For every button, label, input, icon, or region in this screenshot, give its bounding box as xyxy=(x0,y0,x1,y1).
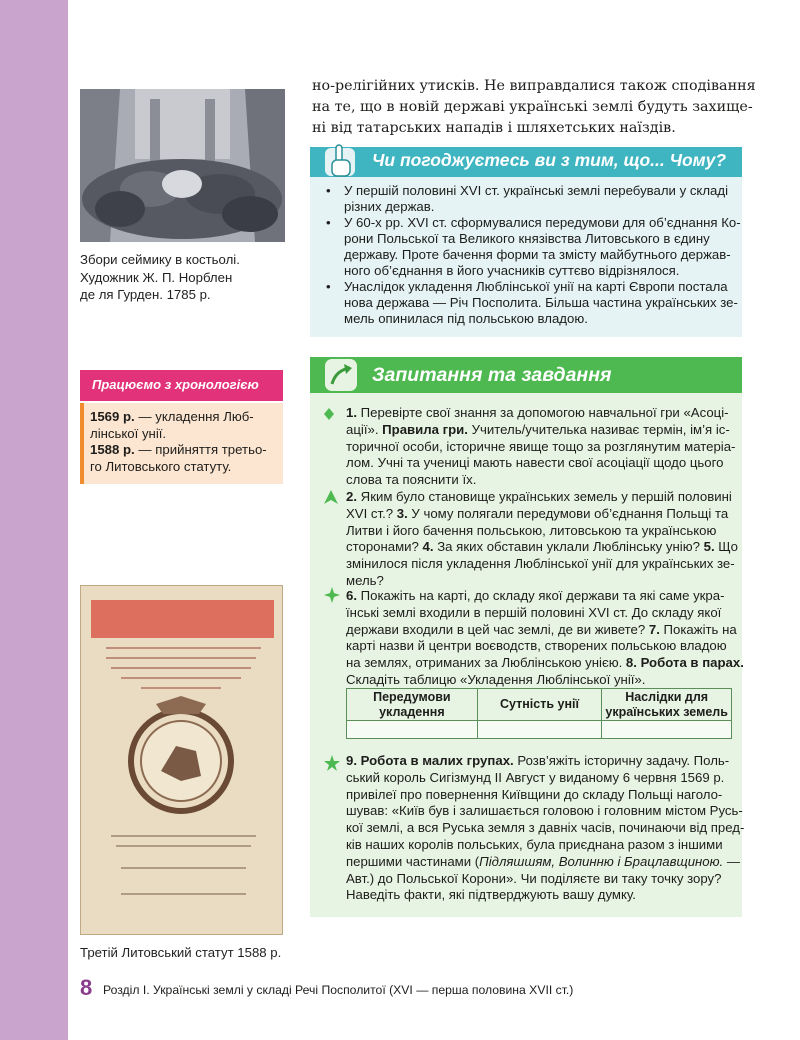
table-header-essence: Сутність унії xyxy=(477,689,602,721)
question-9: 9. Робота в малих групах. Розв’яжіть історичну задачу. Поль- ський король Сигізмунд ІІ Август у виданому 6 червня 1569 р. привілеї про повернення Київщини до складу Польщі наголо- шував: «Київ був і залишається головою і головним містом Русь- кої землі, а вся Руська земля з давніх часів, починаючи від пред- ків наших королів польських, була приєднана разом з іншими першими частинами (Підляшшям, Волинню і Брацлавщиною. — Авт.) до Польської Корони». Чи поділяєте ви таку точку зору? Наведіть факти, які підтверджують вашу думку. xyxy=(346,753,745,903)
table-row xyxy=(347,721,732,739)
page-number: 8 xyxy=(80,975,93,1000)
diamond-marker-icon xyxy=(324,408,334,420)
chronology-line: 1569 р. — укладення Люб- xyxy=(90,409,254,424)
agree-bullet: • Унаслідок укладення Люблінської унії на карті Європи постала нова держава — Річ Посполита. Більша частина українських зе- мель опинилася під польською владою. xyxy=(322,279,730,327)
table-cell xyxy=(602,721,732,739)
agree-bullet: • У першій половині XVI ст. українські землі перебували у складі різних держав. xyxy=(322,183,730,215)
page-margin-strip xyxy=(0,0,68,1040)
agree-title: Чи погоджуєтесь ви з тим, що... Чому? xyxy=(372,150,727,170)
statute-caption: Третій Литовський статут 1588 р. xyxy=(80,945,282,960)
statute-title-page-image xyxy=(80,585,283,935)
agree-body xyxy=(310,177,742,337)
table-cell xyxy=(477,721,602,739)
chronology-title: Працюємо з хронологією xyxy=(92,377,259,392)
table-header-prerequisites: Передумови укладення xyxy=(347,689,478,721)
chronology-line: лінської унії. xyxy=(90,425,167,441)
painting-caption: Збори сеймику в костьолі. Художник Ж. П. Норблен де ля Гурден. 1785 р. xyxy=(80,252,240,302)
star-marker-icon xyxy=(324,755,340,771)
agree-box xyxy=(310,147,742,337)
table-cell xyxy=(347,721,478,739)
painting-sejmik-image xyxy=(80,89,285,242)
agree-bullet: • У 60-х рр. XVI ст. сформувалися передумови для об’єднання Ко- рони Польської та Великого князівства Литовського в єдину державу. Проте бачення форми та змісту майбутнього держав- ного об’єднання в його учасників суттєво відрізнялося. xyxy=(322,215,730,279)
four-point-star-icon xyxy=(324,587,340,603)
table-header-consequences: Наслідки для українських земель xyxy=(602,689,732,721)
chronology-line: го Литовського статуту. xyxy=(90,458,232,474)
questions-2-5: 2. Яким було становище українських земель у першій половині XVI ст.? 3. У чому полягали передумови об’єднання Польщі та Литви і його бачення польською, литовською та українською сторонами? 4. За яких обставин уклали Люблінську унію? 5. Що змінилося після укладення Люблінської унії для українських зе- мель? xyxy=(346,489,738,588)
questions-title: Запитання та завдання xyxy=(372,364,612,386)
questions-header xyxy=(310,357,742,393)
union-table xyxy=(346,688,732,739)
pointing-hand-icon xyxy=(322,144,358,180)
question-arrow-icon xyxy=(322,356,360,394)
triangle-marker-icon xyxy=(324,490,338,504)
question-1: 1. Перевірте свої знання за допомогою навчальної гри «Асоці- ації». Правила гри. Учитель/учителька називає термін, ім’я іс- торичної особи, історичне явище тощо за розглянутим матеріа- лом. Учні та учениці мають навести свої асоціації щодо цього слова та пояснити їх. xyxy=(346,405,736,488)
running-footer: Розділ І. Українські землі у складі Речі Посполитої (XVI — перша половина XVII ст.) xyxy=(103,983,574,997)
chronology-header xyxy=(80,370,283,401)
body-paragraph: но-релігійних утисків. Не виправдалися також сподівання на те, що в новій державі українські землі будуть захище- ні від татарських нападів і шляхетських наїздів. xyxy=(312,78,756,136)
chronology-body xyxy=(80,403,283,484)
questions-6-8: 6. Покажіть на карті, до складу якої держави та які саме укра- їнські землі входили в першій половині XVI ст. До складу якої держави входили в цей час землі, де ви живете? 7. Покажіть на карті назви й центри воєводств, створених польською владою на землях, отриманих за Люблінською унією. 8. Робота в парах. Складіть таблицю «Укладення Люблінської унії». xyxy=(346,588,744,687)
agree-header xyxy=(310,147,742,177)
questions-body xyxy=(310,393,745,917)
chronology-line: 1588 р. — прийняття третьо- xyxy=(90,442,267,457)
